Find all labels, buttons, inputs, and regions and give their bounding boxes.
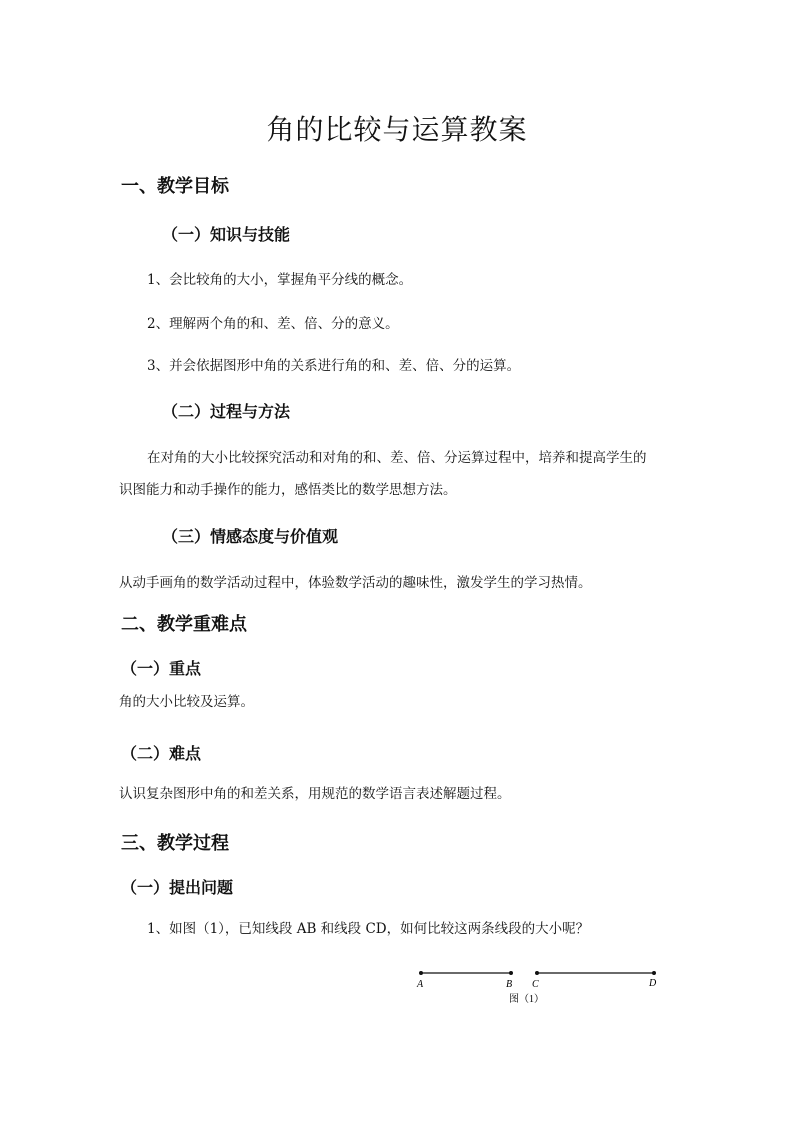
section-3-1-heading: （一）提出问题	[121, 878, 234, 897]
section-1-3-heading: （三）情感态度与价值观	[162, 527, 339, 546]
point-b	[509, 971, 513, 975]
section-1-2-heading: （二）过程与方法	[162, 402, 291, 421]
objective-item-3: 3、并会依据图形中角的关系进行角的和、差、倍、分的运算。	[147, 358, 521, 374]
point-c	[535, 971, 539, 975]
section-1-heading: 一、教学目标	[121, 176, 229, 197]
label-b: B	[506, 979, 513, 990]
difficult-point-paragraph: 认识复杂图形中角的和差关系，用规范的数学语言表述解题过程。	[119, 786, 511, 802]
figure-caption: 图（1）	[509, 994, 544, 1005]
point-a	[419, 971, 423, 975]
question-item-1: 1、如图（1），已知线段 AB 和线段 CD，如何比较这两条线段的大小呢？	[147, 921, 590, 937]
label-d: D	[649, 978, 657, 989]
point-d	[652, 971, 656, 975]
section-2-heading: 二、教学重难点	[121, 614, 247, 635]
section-3-heading: 三、教学过程	[121, 833, 229, 854]
process-paragraph-line-2: 识图能力和动手操作的能力，感悟类比的数学思想方法。	[119, 482, 457, 498]
label-a: A	[417, 979, 424, 990]
attitude-paragraph: 从动手画角的数学活动过程中，体验数学活动的趣味性，激发学生的学习热情。	[119, 575, 592, 591]
page-title: 角的比较与运算教案	[266, 113, 528, 146]
section-2-1-heading: （一）重点	[121, 659, 202, 678]
objective-item-2: 2、理解两个角的和、差、倍、分的意义。	[147, 316, 399, 332]
process-paragraph-line-1: 在对角的大小比较探究活动和对角的和、差、倍、分运算过程中，培养和提高学生的	[147, 450, 647, 466]
label-c: C	[532, 979, 539, 990]
section-2-2-heading: （二）难点	[121, 744, 202, 763]
objective-item-1: 1、会比较角的大小，掌握角平分线的概念。	[147, 272, 413, 288]
line-segments-figure	[410, 962, 670, 1012]
key-point-paragraph: 角的大小比较及运算。	[119, 694, 254, 710]
section-1-1-heading: （一）知识与技能	[162, 225, 291, 244]
